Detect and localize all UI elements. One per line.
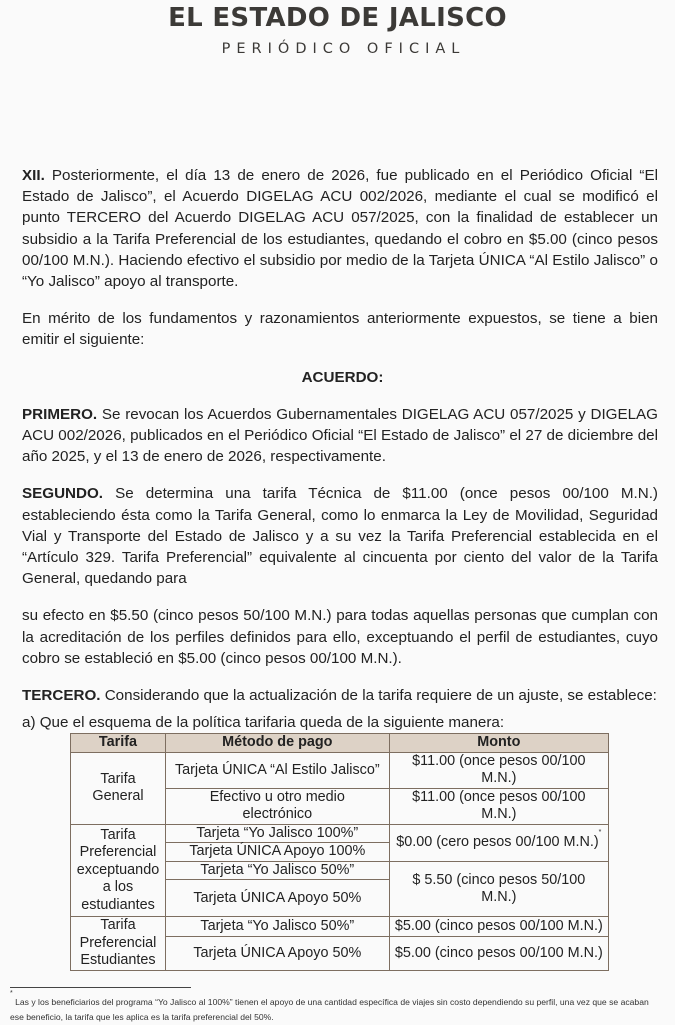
monto-cell: $11.00 (once pesos 00/100 M.N.) xyxy=(389,788,608,824)
footnote-mark: * xyxy=(10,989,13,997)
document-body xyxy=(10,165,658,1025)
tarifa-cell: Tarifa Preferencial exceptuando a los estudiantes xyxy=(71,824,166,917)
metodo-cell: Tarjeta ÚNICA “Al Estilo Jalisco” xyxy=(165,752,389,788)
monto-cell: $11.00 (once pesos 00/100 M.N.) xyxy=(389,752,608,788)
tarifa-table xyxy=(70,733,609,971)
footnote-divider xyxy=(10,987,191,988)
paragraph-label: SEGUNDO. xyxy=(22,485,104,503)
footnote xyxy=(10,989,660,1025)
table-row xyxy=(71,752,609,788)
metodo-cell: Tarjeta ÚNICA Apoyo 100% xyxy=(165,843,389,862)
monto-cell: $5.00 (cinco pesos 00/100 M.N.) xyxy=(389,917,608,937)
footnote-mark: * xyxy=(598,829,602,837)
metodo-cell: Tarjeta ÚNICA Apoyo 50% xyxy=(165,880,389,917)
paragraph-xii xyxy=(22,165,658,292)
tarifa-cell: Tarifa Preferencial Estudiantes xyxy=(71,917,166,971)
monto-text: $0.00 (cero pesos 00/100 M.N.) xyxy=(396,834,599,851)
monto-cell xyxy=(389,824,608,861)
paragraph-label: TERCERO. xyxy=(22,687,101,705)
paragraph-label: PRIMERO. xyxy=(22,405,98,423)
inciso-a: a) Que el esquema de la política tarifaria queda de la siguiente manera: xyxy=(22,714,505,732)
monto-cell: $ 5.50 (cinco pesos 50/100 M.N.) xyxy=(389,861,608,917)
paragraph-label: XII. xyxy=(22,167,45,184)
footnote-text: Las y los beneficiarios del programa “Yo Jalisco al 100%” tienen el apoyo de una cantidad específica de viajes sin costo dependiendo su perfil, una vez que se acaban ese beneficio, la tarifa que les aplica es la tarifa preferencial del 50%. xyxy=(10,996,649,1022)
paragraph-text: Se revocan los Acuerdos Gubernamentales DIGELAG ACU 057/2025 y DIGELAG ACU 002/2026, publicados en el Periódico Oficial “El Estado de Jalisco” el 27 de diciembre del año 2025, y el 13 de enero de 2026, respectivamente. xyxy=(22,405,658,466)
metodo-cell: Tarjeta “Yo Jalisco 50%” xyxy=(165,917,389,937)
table-header-row xyxy=(71,734,609,753)
paragraph-tercero xyxy=(22,685,658,706)
header-tarifa: Tarifa xyxy=(71,734,166,753)
paragraph-segundo-continuation: su efecto en $5.50 (cinco pesos 50/100 M.N.) para todas aquellas personas que cumplan con la acreditación de los perfiles definidos para ello, exceptuando el perfil de estudiantes, cuyo cobro se estableció en $5.00 (cinco pesos 00/100 M.N.). xyxy=(22,607,658,667)
paragraph-text: Considerando que la actualización de la tarifa requiere de un ajuste, se establece: xyxy=(100,687,657,705)
paragraph-text: Se determina una tarifa Técnica de $11.00 (once pesos 00/100 M.N.) estableciendo ésta como la Tarifa General, como lo enmarca la Ley de Movilidad, Seguridad Vial y Transporte del Estado de Jalisco y a su vez la Tarifa Preferencial establecida en el “Artículo 329. Tarifa Preferencial” equivalente al cincuenta por ciento del valor de la Tarifa General, quedando para xyxy=(22,485,658,588)
acuerdo-heading: ACUERDO: xyxy=(301,368,384,386)
header-metodo: Método de pago xyxy=(165,734,389,753)
tarifa-cell: Tarifa General xyxy=(71,752,166,824)
metodo-cell: Efectivo u otro medio electrónico xyxy=(165,788,389,824)
paragraph-primero xyxy=(22,404,658,468)
paragraph-text: Posteriormente, el día 13 de enero de 2026, fue publicado en el Periódico Oficial “El Estado de Jalisco”, el Acuerdo DIGELAG ACU 002/2026, mediante el cual se modificó el punto TERCERO del Acuerdo DIGELAG ACU 057/2025, con la finalidad de establecer un subsidio a la Tarifa Preferencial de los estudiantes, quedando el cobro en $5.00 (cinco pesos 00/100 M.N.). Haciendo efectivo el subsidio por medio de la Tarjeta ÚNICA “Al Estilo Jalisco” o “Yo Jalisco” apoyo al transporte. xyxy=(22,167,658,291)
masthead-title: EL ESTADO DE JALISCO xyxy=(168,3,507,33)
paragraph-merito: En mérito de los fundamentos y razonamientos anteriormente expuestos, se tiene a bien emitir el siguiente: xyxy=(22,310,658,349)
metodo-cell: Tarjeta “Yo Jalisco 50%” xyxy=(165,861,389,880)
table-row xyxy=(71,824,609,843)
header-monto: Monto xyxy=(389,734,608,753)
masthead-subtitle: PERIÓDICO OFICIAL xyxy=(221,41,466,57)
table-row xyxy=(71,917,609,937)
monto-cell: $5.00 (cinco pesos 00/100 M.N.) xyxy=(389,936,608,970)
paragraph-segundo xyxy=(22,483,658,589)
metodo-cell: Tarjeta “Yo Jalisco 100%” xyxy=(165,824,389,843)
metodo-cell: Tarjeta ÚNICA Apoyo 50% xyxy=(165,936,389,970)
